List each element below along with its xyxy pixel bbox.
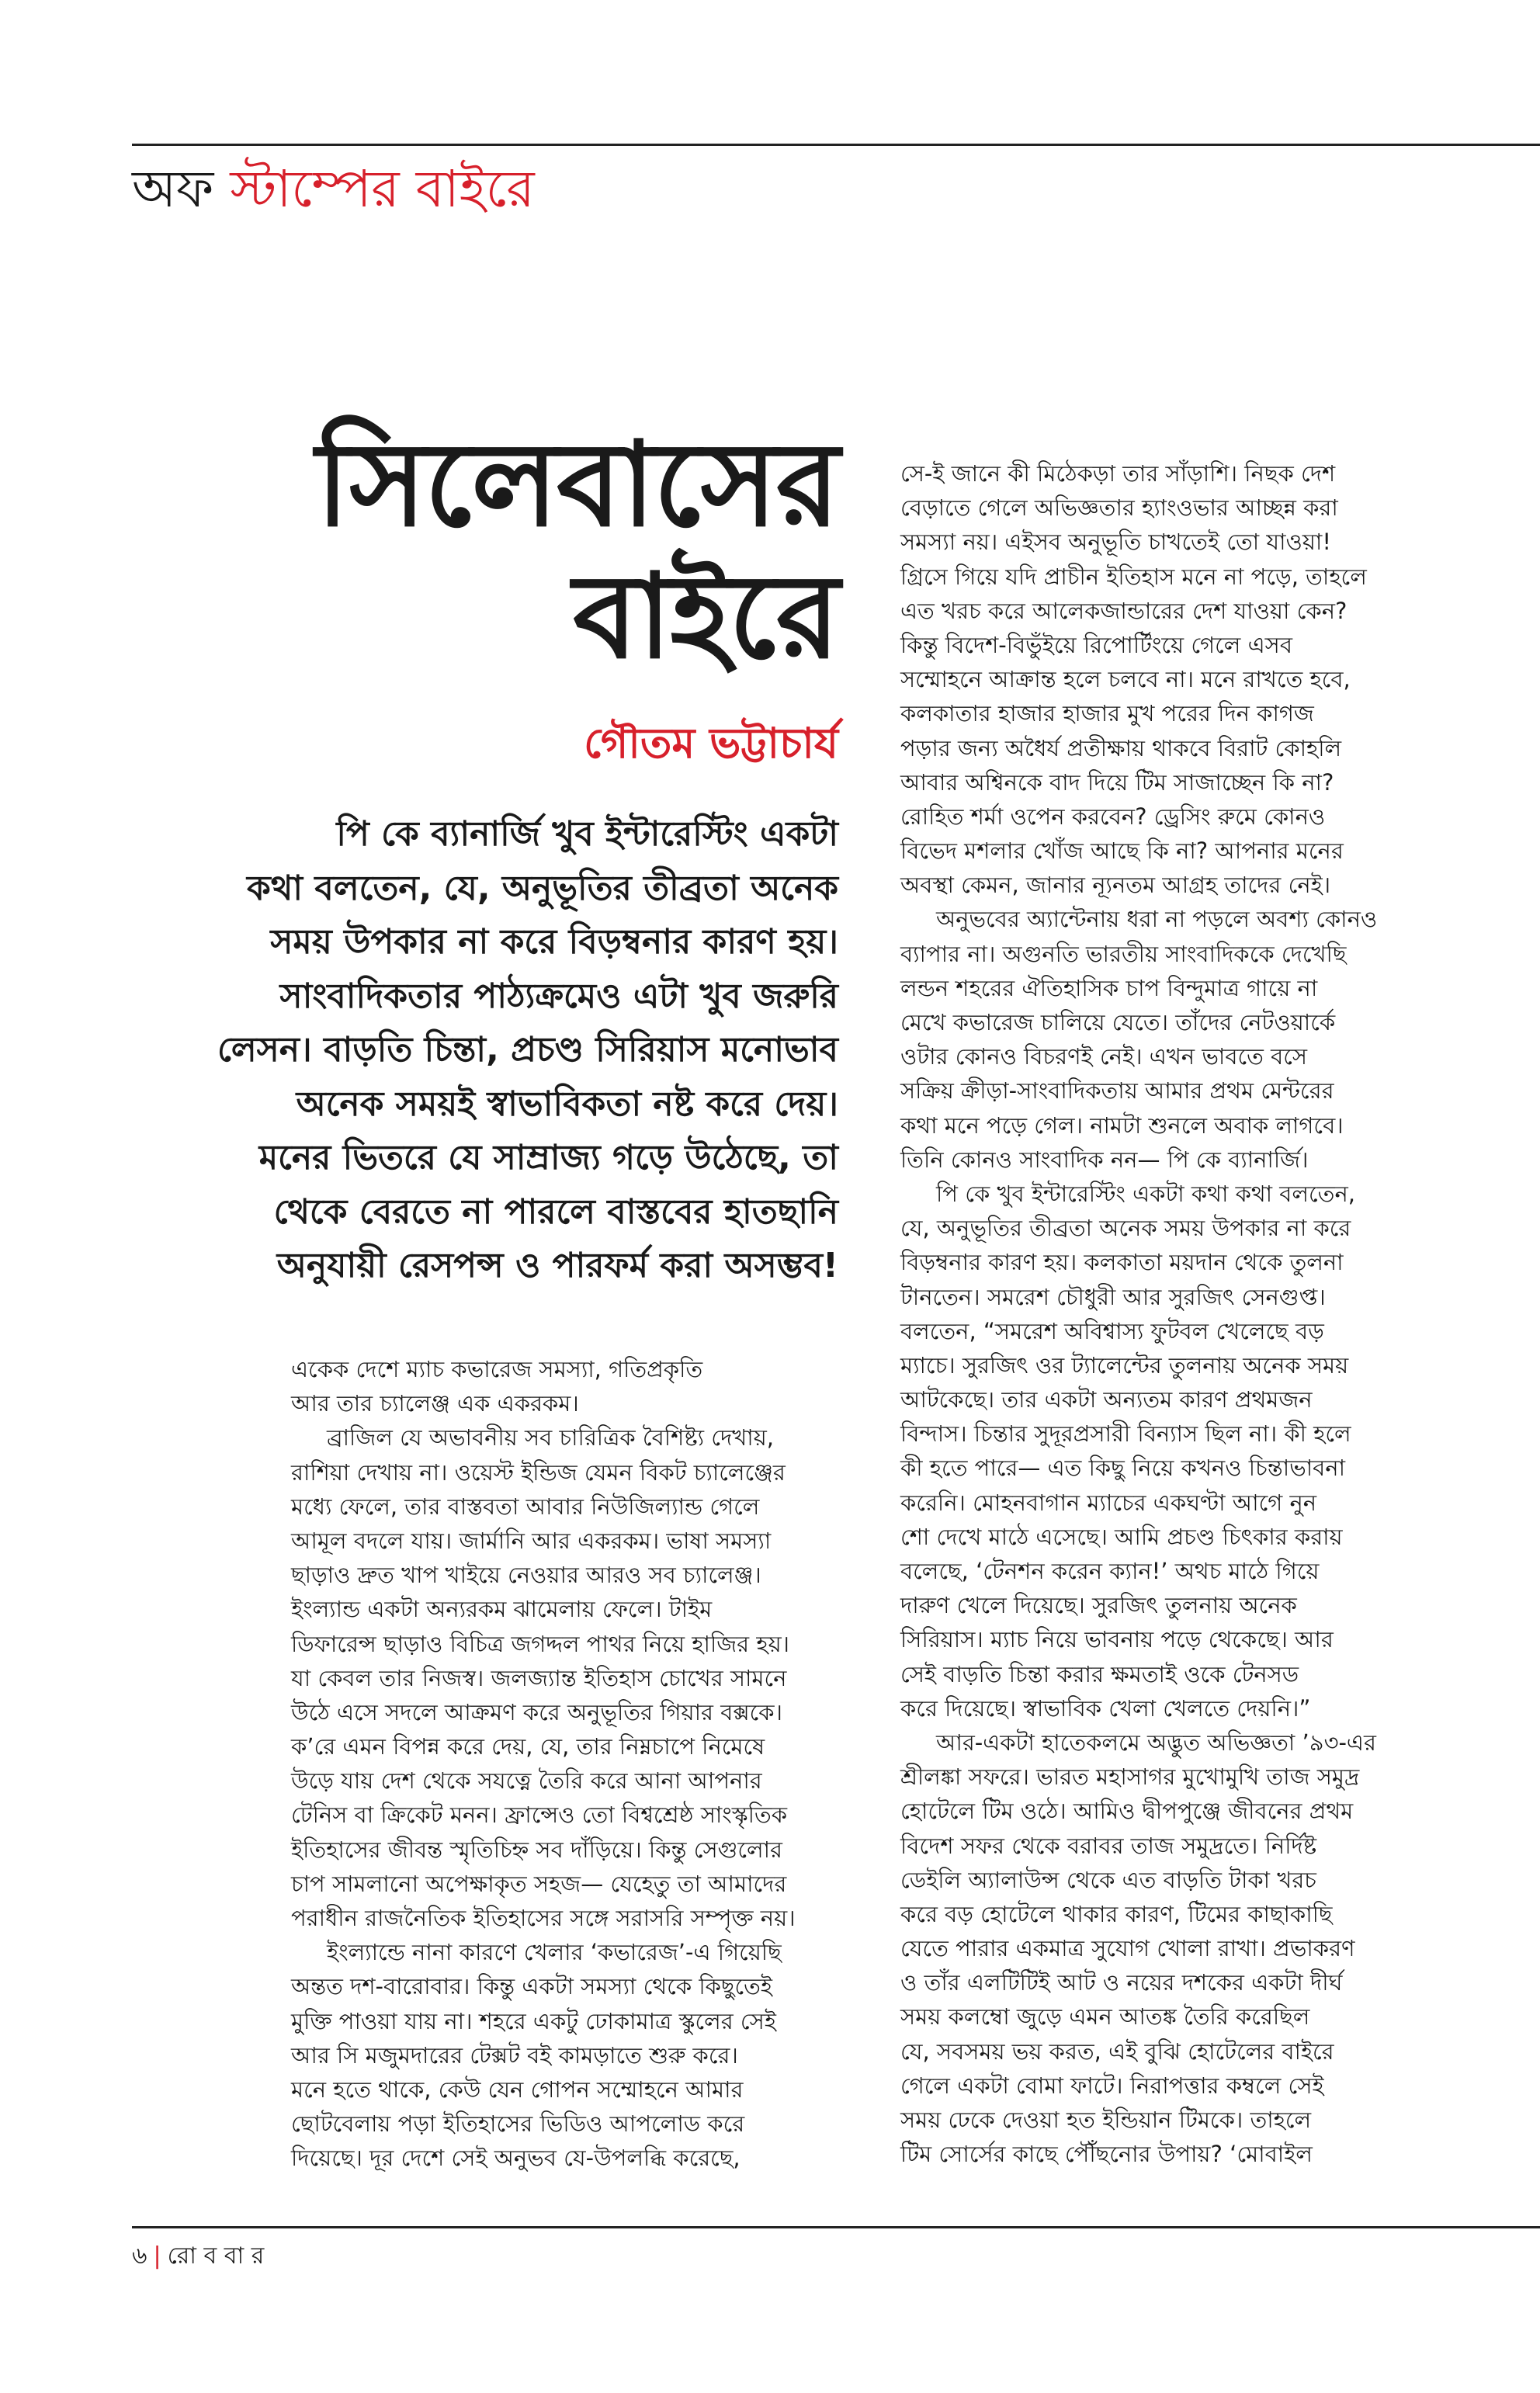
- text-line: শ্রীলঙ্কা সফরে। ভারত মহাসাগর মুখোমুখি তাজ সমুদ্র: [900, 1764, 1360, 1791]
- text-line: বিদেশ সফর থেকে বরাবর তাজ সমুদ্রতে। নির্দিষ্ট: [900, 1832, 1317, 1859]
- text-line: আর-একটা হাতেকলমে অদ্ভুত অভিজ্ঞতা ’৯৩-এর: [936, 1729, 1376, 1756]
- text-line: বলতেন, “সমরেশ অবিশ্বাস্য ফুটবল খেলেছে বড়: [900, 1317, 1324, 1344]
- text-line: হোটেলে টিম ওঠে। আমিও দ্বীপপুঞ্জে জীবনের প্রথম: [900, 1798, 1354, 1825]
- text-line: মুক্তি পাওয়া যায় না। শহরে একটু ঢোকামাত্র স্কুলের সেই: [291, 2007, 776, 2034]
- text-line: ও তাঁর এলটিটিই আট ও নয়ের দশকের একটা দীর্ঘ: [900, 1969, 1343, 1996]
- text-line: সে-ই জানে কী মিঠেকড়া তার সাঁড়াশি। নিছক দেশ: [900, 460, 1336, 487]
- intro-line: কথা বলতেন, যে, অনুভূতির তীব্রতা অনেক: [247, 868, 838, 908]
- text-line: সক্রিয় ক্রীড়া-সাংবাদিকতায় আমার প্রথম মেন্টরের: [900, 1077, 1334, 1105]
- text-line: রাশিয়া দেখায় না। ওয়েস্ট ইন্ডিজ যেমন বিকট চ্যালেঞ্জের: [291, 1458, 786, 1486]
- article-title-line: বাইরে: [573, 550, 838, 685]
- text-line: আবার অশ্বিনকে বাদ দিয়ে টিম সাজাচ্ছেন কি না?: [900, 768, 1334, 796]
- article-title: [316, 419, 838, 683]
- text-line: উড়ে যায় দেশ থেকে সযত্নে তৈরি করে আনা আপনার: [291, 1767, 762, 1795]
- text-line: যে, অনুভূতির তীব্রতা অনেক সময় উপকার না করে: [900, 1215, 1351, 1242]
- paragraph: [900, 902, 1413, 1177]
- intro-line: থেকে বেরতে না পারলে বাস্তবের হাতছানি: [273, 1191, 838, 1232]
- text-line: টিম সোর্সের কাছে পৌঁছনোর উপায়? ‘মোবাইল: [900, 2141, 1313, 2168]
- text-line: কিন্তু বিদেশ-বিভুঁইয়ে রিপোর্টিংয়ে গেলে এসব: [900, 631, 1292, 658]
- text-line: সিরিয়াস। ম্যাচ নিয়ে ভাবনায় পড়ে থেকেছে। আর: [900, 1626, 1334, 1653]
- author-byline: গৌতম ভট্টাচার্য: [584, 719, 838, 768]
- text-line: ইংল্যান্ডে নানা কারণে খেলার ‘কভারেজ’-এ গিয়েছি: [327, 1939, 782, 1966]
- text-line: আর সি মজুমদারের টেক্সট বই কামড়াতে শুরু করে।: [291, 2041, 738, 2069]
- intro-line: সাংবাদিকতার পাঠ্যক্রমেও এটা খুব জরুরি: [279, 976, 838, 1016]
- intro-line: পি কে ব্যানার্জি খুব ইন্টারেস্টিং একটা: [336, 814, 838, 854]
- text-line: বেড়াতে গেলে অভিজ্ঞতার হ্যাংওভার আচ্ছন্ন করা: [900, 494, 1338, 522]
- paragraph: [900, 1177, 1413, 1725]
- bottom-rule: [132, 2226, 1540, 2228]
- text-line: যা কেবল তার নিজস্ব। জলজ্যান্ত ইতিহাস চোখের সামনে: [291, 1664, 787, 1691]
- text-line: মেখে কভারেজ চালিয়ে যেতে। তাঁদের নেটওয়ার্কে: [900, 1009, 1336, 1035]
- text-line: মধ্যে ফেলে, তার বাস্তবতা আবার নিউজিল্যান্ড গেলে: [291, 1493, 760, 1520]
- paragraph: [900, 456, 1413, 902]
- text-line: বলেছে, ‘টেনশন করেন ক্যান!’ অথচ মাঠে গিয়ে: [900, 1558, 1320, 1584]
- paragraph: [291, 1935, 842, 2175]
- footer-separator: |: [153, 2242, 161, 2270]
- text-line: রোহিত শর্মা ওপেন করবেন? ড্রেসিং রুমে কোনও: [900, 803, 1326, 830]
- page-number: ৬: [132, 2242, 147, 2270]
- paragraph: [291, 1352, 842, 1420]
- paragraph: [900, 1725, 1413, 2171]
- text-line: সেই বাড়তি চিন্তা করার ক্ষমতাই ওকে টেনসড: [900, 1660, 1299, 1687]
- text-line: বিড়ম্বনার কারণ হয়। কলকাতা ময়দান থেকে তুলনা: [900, 1249, 1344, 1276]
- intro-line: মনের ভিতরে যে সাম্রাজ্য গড়ে উঠেছে, তা: [258, 1138, 838, 1177]
- text-line: পরাধীন রাজনৈতিক ইতিহাসের সঙ্গে সরাসরি সম্পৃক্ত নয়।: [291, 1905, 796, 1931]
- body-column-left: [291, 1352, 842, 2176]
- text-line: ডিফারেন্স ছাড়াও বিচিত্র জগদ্দল পাথর নিয়ে হাজির হয়।: [291, 1630, 790, 1657]
- text-line: ইংল্যান্ড একটা অন্যরকম ঝামেলায় ফেলে। টাইম: [291, 1596, 713, 1623]
- text-line: ইতিহাসের জীবন্ত স্মৃতিচিহ্ন সব দাঁড়িয়ে। কিন্তু সেগুলোর: [291, 1836, 782, 1863]
- text-line: গেলে একটা বোমা ফাটে। নিরাপত্তার কম্বলে সেই: [900, 2072, 1324, 2099]
- text-line: অন্তত দশ-বারোবার। কিন্তু একটা সমস্যা থেকে কিছুতেই: [291, 1973, 772, 2000]
- article-title-line: সিলেবাসের: [316, 418, 838, 553]
- text-line: যেতে পারার একমাত্র সুযোগ খোলা রাখা। প্রভাকরণ: [900, 1935, 1355, 1962]
- text-line: চাপ সামলানো অপেক্ষাকৃত সহজ— যেহেতু তা আমাদের: [291, 1870, 787, 1897]
- text-line: আর তার চ্যালেঞ্জ এক একরকম।: [291, 1390, 579, 1417]
- text-line: টানতেন। সমরেশ চৌধুরী আর সুরজিৎ সেনগুপ্ত।: [900, 1283, 1326, 1310]
- text-line: সময় ঢেকে দেওয়া হত ইন্ডিয়ান টিমকে। তাহলে: [900, 2107, 1312, 2133]
- text-line: সমস্যা নয়। এইসব অনুভূতি চাখতেই তো যাওয়া!: [900, 529, 1331, 556]
- text-line: ছাড়াও দ্রুত খাপ খাইয়ে নেওয়ার আরও সব চ্যালেঞ্জ।: [291, 1562, 761, 1589]
- text-line: যে, সবসময় ভয় করত, এই বুঝি হোটেলের বাইরে: [900, 2038, 1334, 2065]
- text-line: ব্যাপার না। অগুনতি ভারতীয় সাংবাদিককে দেখেছি: [900, 940, 1347, 967]
- text-line: কলকাতার হাজার হাজার মুখ পরের দিন কাগজ: [900, 700, 1314, 727]
- intro-line: লেসন। বাড়তি চিন্তা, প্রচণ্ড সিরিয়াস মনোভাব: [217, 1030, 838, 1070]
- text-line: ওটার কোনও বিচরণই নেই। এখন ভাবতে বসে: [900, 1043, 1308, 1070]
- text-line: আমূল বদলে যায়। জার্মানি আর একরকম। ভাষা সমস্যা: [291, 1527, 772, 1554]
- text-line: ডেইলি অ্যালাউন্স থেকে এত বাড়তি টাকা খরচ: [900, 1866, 1316, 1893]
- paragraph: [291, 1420, 842, 1935]
- text-line: উঠে এসে সদলে আক্রমণ করে অনুভূতির গিয়ার বক্সকে।: [291, 1698, 782, 1725]
- text-line: বিভেদ মশলার খোঁজ আছে কি না? আপনার মনের: [900, 838, 1344, 865]
- text-line: বিন্দাস। চিন্তার সুদূরপ্রসারী বিন্যাস ছিল না। কী হলে: [900, 1420, 1351, 1448]
- text-line: কী হতে পারে— এত কিছু নিয়ে কখনও চিন্তাভাবনা: [900, 1455, 1345, 1482]
- text-line: ব্রাজিল যে অভাবনীয় সব চারিত্রিক বৈশিষ্ট্য দেখায়,: [327, 1424, 775, 1451]
- text-line: টেনিস বা ক্রিকেট মনন। ফ্রান্সেও তো বিশ্বশ্রেষ্ঠ সাংস্কৃতিক: [291, 1802, 788, 1829]
- text-line: তিনি কোনও সাংবাদিক নন— পি কে ব্যানার্জি।: [900, 1146, 1309, 1173]
- text-line: করে দিয়েছে। স্বাভাবিক খেলা খেলতে দেয়নি।”: [900, 1694, 1311, 1722]
- text-line: করে বড় হোটেলে থাকার কারণ, টিমের কাছাকাছি: [900, 1900, 1333, 1927]
- text-line: ছোটবেলায় পড়া ইতিহাসের ভিডিও আপলোড করে: [291, 2110, 745, 2138]
- intro-line: অনেক সময়ই স্বাভাবিকতা নষ্ট করে দেয়।: [296, 1084, 838, 1124]
- text-line: এত খরচ করে আলেকজান্ডারের দেশ যাওয়া কেন?: [900, 597, 1348, 624]
- text-line: দিয়েছে। দূর দেশে সেই অনুভব যে-উপলব্ধি করেছে,: [291, 2145, 741, 2172]
- section-header-prefix: অফ: [132, 159, 214, 219]
- text-line: দারুণ খেলে দিয়েছে। সুরজিৎ তুলনায় অনেক: [900, 1592, 1297, 1619]
- magazine-name: রো ব বা র: [167, 2242, 265, 2270]
- text-line: অনুভবের অ্যান্টেনায় ধরা না পড়লে অবশ্য কোনও: [936, 906, 1378, 933]
- text-line: গ্রিসে গিয়ে যদি প্রাচীন ইতিহাস মনে না পড়ে, তাহলে: [900, 563, 1367, 590]
- text-line: লন্ডন শহরের ঐতিহাসিক চাপ বিন্দুমাত্র গায়ে না: [900, 974, 1318, 1001]
- text-line: মনে হতে থাকে, কেউ যেন গোপন সম্মোহনে আমার: [291, 2076, 744, 2103]
- page-footer: [132, 2239, 264, 2273]
- text-line: একেক দেশে ম্যাচ কভারেজ সমস্যা, গতিপ্রকৃতি: [291, 1356, 703, 1382]
- text-line: সময় কলম্বো জুড়ে এমন আতঙ্ক তৈরি করেছিল: [900, 2003, 1310, 2031]
- text-line: করেনি। মোহনবাগান ম্যাচের একঘণ্টা আগে নুন: [900, 1489, 1317, 1516]
- text-line: ক’রে এমন বিপন্ন করে দেয়, যে, তার নিম্নচাপে নিমেষে: [291, 1733, 765, 1760]
- body-column-right: [900, 456, 1413, 2171]
- text-line: ম্যাচে। সুরজিৎ ওর ট্যালেন্টের তুলনায় অনেক সময়: [900, 1351, 1349, 1379]
- text-line: আটকেছে। তার একটা অন্যতম কারণ প্রথমজন: [900, 1386, 1313, 1413]
- top-rule: [132, 144, 1540, 146]
- text-line: সম্মোহনে আক্রান্ত হলে চলবে না। মনে রাখতে হবে,: [900, 666, 1351, 693]
- intro-line: সময় উপকার না করে বিড়ম্বনার কারণ হয়।: [270, 922, 838, 962]
- intro-paragraph: [217, 807, 838, 1293]
- text-line: অবস্থা কেমন, জানার ন্যূনতম আগ্রহ তাদের নেই।: [900, 872, 1331, 899]
- section-header-highlight: স্টাম্পের বাইরে: [230, 159, 535, 219]
- section-header: [132, 152, 535, 227]
- intro-line: অনুযায়ী রেসপন্স ও পারফর্ম করা অসম্ভব!: [276, 1246, 838, 1285]
- text-line: পি কে খুব ইন্টারেস্টিং একটা কথা কথা বলতেন,: [936, 1180, 1355, 1207]
- text-line: কথা মনে পড়ে গেল। নামটা শুনলে অবাক লাগবে।: [900, 1112, 1344, 1139]
- text-line: পড়ার জন্য অধৈর্য প্রতীক্ষায় থাকবে বিরাট কোহলি: [900, 734, 1342, 761]
- text-line: শো দেখে মাঠে এসেছে। আমি প্রচণ্ড চিৎকার করায়: [900, 1523, 1343, 1550]
